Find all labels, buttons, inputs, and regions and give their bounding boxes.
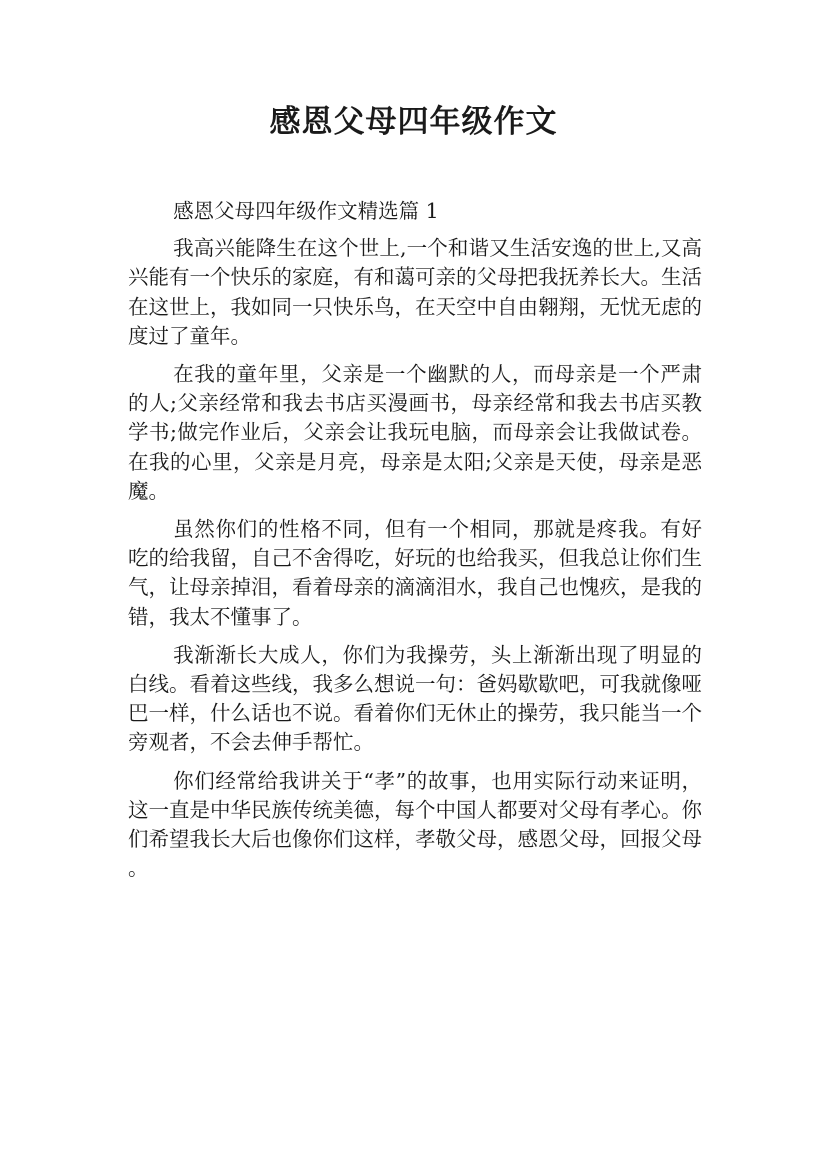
paragraph-4: 我渐渐长大成人，你们为我操劳，头上渐渐出现了明显的白线。看着这些线，我多么想说一句：爸妈歇歇吧，可我就像哑巴一样，什么话也不说。看着你们无休止的操劳，我只能当一个旁观者，不会去伸手帮忙。 (128, 642, 702, 755)
document-title: 感恩父母四年级作文 (269, 104, 558, 140)
section-heading: 感恩父母四年级作文精选篇 1 (173, 199, 439, 223)
paragraph-2: 在我的童年里，父亲是一个幽默的人，而母亲是一个严肃的人;父亲经常和我去书店买漫画书，母亲经常和我去书店买教学书;做完作业后，父亲会让我玩电脑，而母亲会让我做试卷。在我的心里，父亲是月亮，母亲是太阳;父亲是天使，母亲是恶魔。 (128, 362, 702, 503)
paragraph-1: 我高兴能降生在这个世上,一个和谐又生活安逸的世上,又高兴能有一个快乐的家庭，有和蔼可亲的父母把我抚养长大。生活在这世上，我如同一只快乐鸟，在天空中自由翱翔，无忧无虑的度过了童年。 (128, 236, 702, 348)
document-body (128, 197, 702, 892)
paragraph-3: 虽然你们的性格不同，但有一个相同，那就是疼我。有好吃的给我留，自己不舍得吃，好玩的也给我买，但我总让你们生气，让母亲掉泪，看着母亲的滴滴泪水，我自己也愧疚，是我的错，我太不懂事了。 (128, 517, 702, 629)
paragraph-5: 你们经常给我讲关于“孝”的故事，也用实际行动来证明，这一直是中华民族传统美德，每个中国人都要对父母有孝心。你们希望我长大后也像你们这样，孝敬父母，感恩父母，回报父母。 (128, 768, 702, 881)
